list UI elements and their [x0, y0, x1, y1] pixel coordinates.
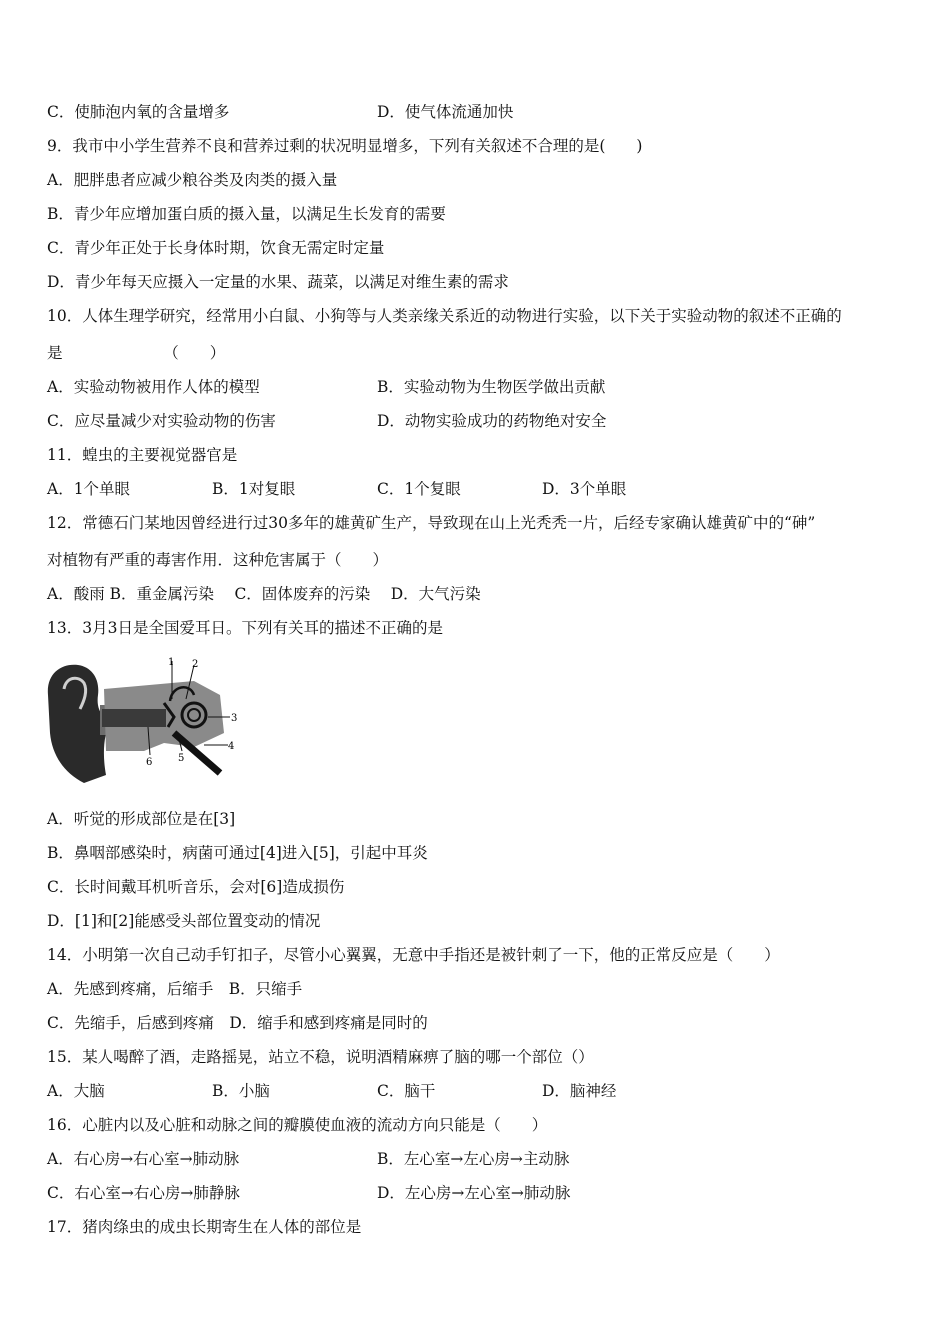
q12-options: A．酸雨 B．重金属污染 C．固体废弃的污染 D．大气污染: [47, 585, 481, 603]
label-2: 2: [192, 659, 199, 670]
question-17: 17．猪肉绦虫的成虫长期寄生在人体的部位是: [47, 1218, 362, 1236]
question-14: 14．小明第一次自己动手钉扣子，尽管小心翼翼，无意中手指还是被针刺了一下，他的正常反应是（ ）: [47, 946, 780, 964]
q9-option-d: D．青少年每天应摄入一定量的水果、蔬菜，以满足对维生素的需求: [47, 273, 509, 291]
q10-option-a: A．实验动物被用作人体的模型: [47, 378, 260, 396]
question-9: 9．我市中小学生营养不良和营养过剩的状况明显增多，下列有关叙述不合理的是( ): [47, 137, 643, 155]
q13-option-c: C．长时间戴耳机听音乐，会对[6]造成损伤: [47, 878, 345, 896]
q13-option-b: B．鼻咽部感染时，病菌可通过[4]进入[5]，引起中耳炎: [47, 844, 428, 862]
question-15: 15．某人喝醉了酒，走路摇晃，站立不稳，说明酒精麻痹了脑的哪一个部位（）: [47, 1048, 594, 1066]
q10-option-d: D．动物实验成功的药物绝对安全: [377, 412, 607, 430]
question-10: 10．人体生理学研究，经常用小白鼠、小狗等与人类亲缘关系近的动物进行实验，以下关于实验动物的叙述不正确的: [47, 307, 842, 325]
label-5: 5: [178, 753, 185, 764]
q11-option-a: A．1个单眼: [47, 480, 131, 498]
question-10-cont: 是 （ ）: [47, 344, 226, 362]
q10-option-c: C．应尽量减少对实验动物的伤害: [47, 412, 276, 430]
ear-canal-dark: [102, 709, 166, 727]
ear-diagram: [44, 655, 240, 787]
q10-option-b: B．实验动物为生物医学做出贡献: [377, 378, 606, 396]
label-3: 3: [231, 713, 238, 724]
q16-option-a: A．右心房→右心室→肺动脉: [47, 1150, 240, 1168]
question-16: 16．心脏内以及心脏和动脉之间的瓣膜使血液的流动方向只能是（ ）: [47, 1116, 548, 1134]
question-12-cont: 对植物有严重的毒害作用．这种危害属于（ ）: [47, 551, 389, 569]
question-12: 12．常德石门某地因曾经进行过30多年的雄黄矿生产，导致现在山上光秃秃一片，后经专家确认雄黄矿中的“砷”: [47, 514, 816, 532]
q11-option-d: D．3个单眼: [542, 480, 627, 498]
q15-option-b: B．小脑: [212, 1082, 270, 1100]
q9-option-a: A．肥胖患者应减少粮谷类及肉类的摄入量: [47, 171, 338, 189]
q16-option-d: D．左心房→左心室→肺动脉: [377, 1184, 571, 1202]
label-4: 4: [228, 741, 235, 752]
q11-option-c: C．1个复眼: [377, 480, 461, 498]
q15-option-d: D．脑神经: [542, 1082, 617, 1100]
label-1: 1: [168, 657, 175, 668]
q14-options-ab: A．先感到疼痛，后缩手 B．只缩手: [47, 980, 303, 998]
question-11: 11．蝗虫的主要视觉器官是: [47, 446, 238, 464]
q11-option-b: B．1对复眼: [212, 480, 296, 498]
q13-option-a: A．听觉的形成部位是在[3]: [47, 810, 236, 828]
question-13: 13．3月3日是全国爱耳日。下列有关耳的描述不正确的是: [47, 619, 443, 637]
q16-option-c: C．右心室→右心房→肺静脉: [47, 1184, 240, 1202]
label-6: 6: [146, 757, 153, 768]
q16-option-b: B．左心室→左心房→主动脉: [377, 1150, 570, 1168]
q13-option-d: D．[1]和[2]能感受头部位置变动的情况: [47, 912, 321, 930]
q15-option-a: A．大脑: [47, 1082, 105, 1100]
q15-option-c: C．脑干: [377, 1082, 436, 1100]
q9-option-c: C．青少年正处于长身体时期，饮食无需定时定量: [47, 239, 385, 257]
line-d: D．使气体流通加快: [377, 103, 514, 121]
line-c: C．使肺泡内氧的含量增多: [47, 103, 230, 121]
q14-options-cd: C．先缩手，后感到疼痛 D．缩手和感到疼痛是同时的: [47, 1014, 428, 1032]
q9-option-b: B．青少年应增加蛋白质的摄入量，以满足生长发育的需要: [47, 205, 446, 223]
